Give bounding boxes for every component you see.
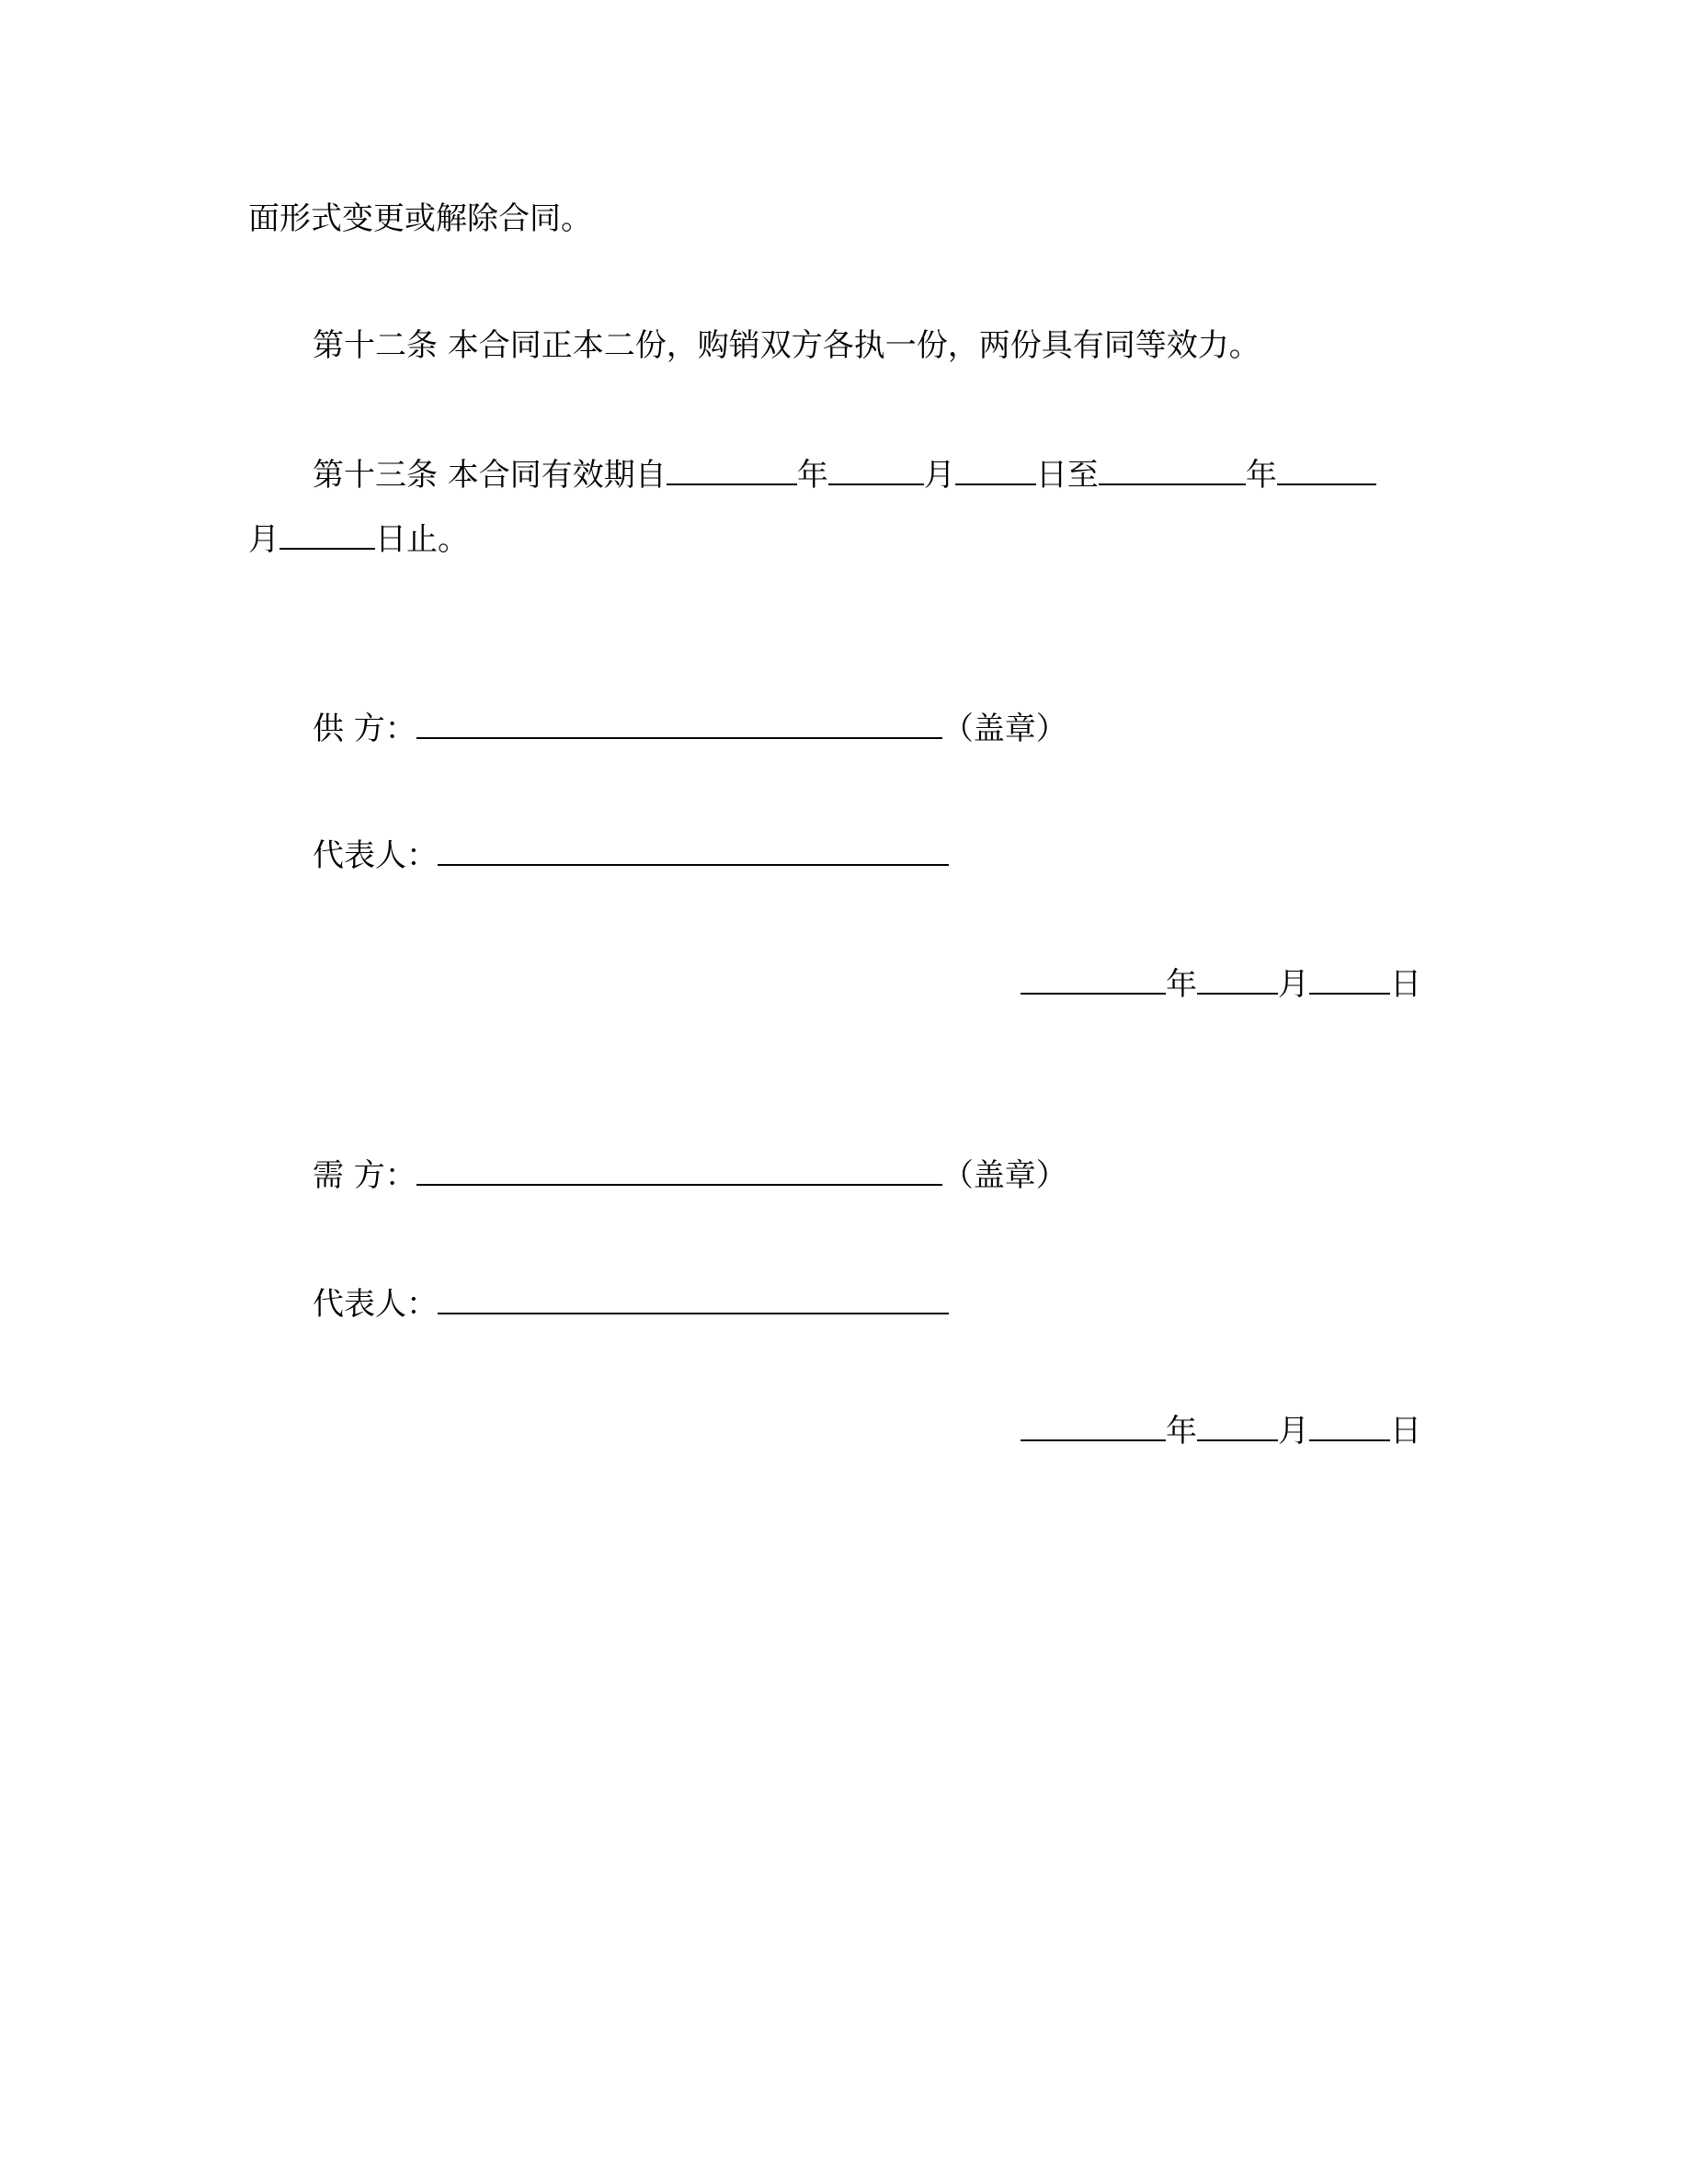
supplier-rep-blank bbox=[438, 836, 949, 866]
end-day-blank bbox=[279, 520, 375, 550]
supplier-month-blank bbox=[1197, 965, 1278, 995]
supplier-day-label: 日 bbox=[1390, 966, 1421, 1003]
supplier-rep-line bbox=[313, 836, 949, 874]
end-month-label: 月 bbox=[248, 521, 279, 558]
buyer-date bbox=[1021, 1412, 1421, 1450]
buyer-label: 需 方： bbox=[313, 1157, 416, 1194]
start-day-blank bbox=[955, 456, 1036, 485]
buyer-year-label: 年 bbox=[1166, 1413, 1197, 1450]
supplier-rep-label: 代表人： bbox=[313, 837, 438, 874]
buyer-rep-label: 代表人： bbox=[313, 1286, 438, 1323]
supplier-day-blank bbox=[1309, 965, 1390, 995]
start-month-blank bbox=[828, 456, 924, 485]
start-day-label: 日至 bbox=[1035, 457, 1099, 494]
end-year-label: 年 bbox=[1245, 457, 1277, 494]
supplier-date bbox=[1021, 965, 1421, 1003]
supplier-year-label: 年 bbox=[1166, 966, 1197, 1003]
clause-13-cont bbox=[248, 520, 469, 558]
start-month-label: 月 bbox=[923, 457, 955, 494]
supplier-name-blank bbox=[416, 710, 942, 739]
buyer-year-blank bbox=[1021, 1412, 1166, 1441]
buyer-day-blank bbox=[1309, 1412, 1390, 1441]
clause-13 bbox=[313, 456, 1376, 494]
end-month-blank bbox=[1277, 456, 1376, 485]
buyer-seal: （盖章） bbox=[941, 1157, 1067, 1194]
buyer-month-label: 月 bbox=[1278, 1413, 1309, 1450]
clause-12: 第十二条 本合同正本二份，购销双方各执一份，两份具有同等效力。 bbox=[313, 327, 1260, 364]
supplier-month-label: 月 bbox=[1278, 966, 1309, 1003]
end-day-label: 日止。 bbox=[375, 521, 469, 558]
buyer-month-blank bbox=[1197, 1412, 1278, 1441]
supplier-label: 供 方： bbox=[313, 711, 416, 747]
buyer-name-blank bbox=[416, 1156, 942, 1186]
start-year-label: 年 bbox=[796, 457, 828, 494]
clause-11-tail: 面形式变更或解除合同。 bbox=[248, 200, 592, 237]
buyer-day-label: 日 bbox=[1390, 1413, 1421, 1450]
buyer-rep-line bbox=[313, 1285, 949, 1323]
start-year-blank bbox=[667, 456, 797, 485]
supplier-line bbox=[313, 710, 1067, 747]
supplier-year-blank bbox=[1021, 965, 1166, 995]
end-year-blank bbox=[1099, 456, 1246, 485]
supplier-seal: （盖章） bbox=[941, 711, 1067, 747]
buyer-rep-blank bbox=[438, 1285, 949, 1314]
buyer-line bbox=[313, 1156, 1067, 1194]
clause-13-lead: 第十三条 本合同有效期自 bbox=[313, 457, 667, 494]
